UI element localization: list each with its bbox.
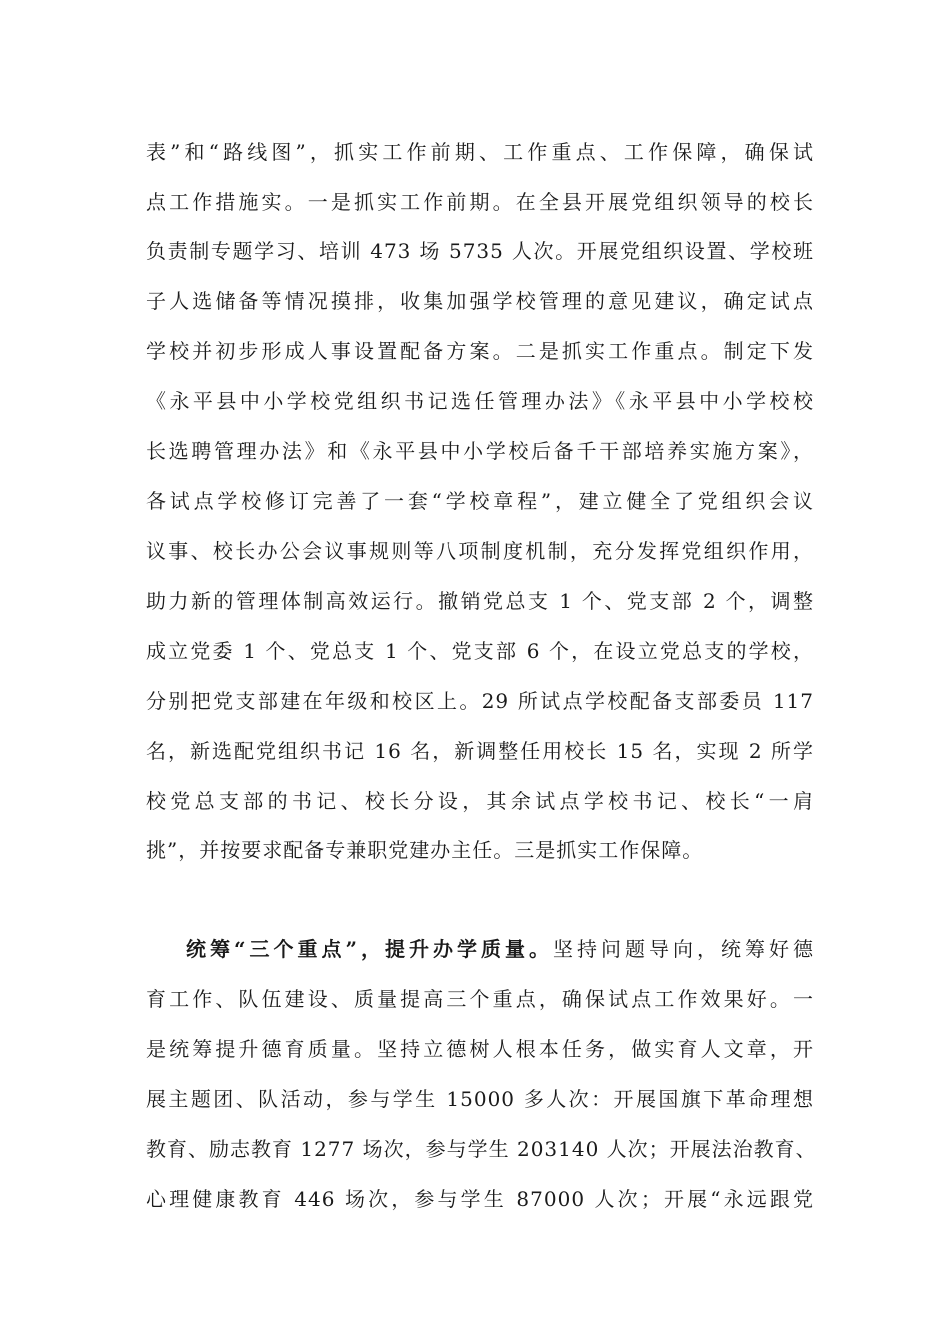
p2-line-3: 是统筹提升德育质量。坚持立德树人根本任务，做实育人文章，开: [146, 1037, 814, 1061]
p1-line-1: 表”和“路线图”，抓实工作前期、工作重点、工作保障，确保试: [146, 140, 814, 164]
p2-line-5: 教育、励志教育 1277 场次，参与学生 203140 人次；开展法治教育、: [146, 1137, 817, 1161]
p1-line-14: 校党总支部的书记、校长分设，其余试点学校书记、校长“一肩: [146, 789, 814, 813]
p1-line-8: 各试点学校修订完善了一套“学校章程”，建立健全了党组织会议: [146, 489, 814, 513]
p2-line-1-rest: 坚持问题导向，统筹好德: [553, 937, 814, 961]
p2-heading: 统筹“三个重点”，提升办学质量。: [186, 937, 553, 961]
p1-line-12: 分别把党支部建在年级和校区上。29 所试点学校配备支部委员 117: [146, 689, 814, 713]
p1-line-7: 长选聘管理办法》和《永平县中小学校后备千干部培养实施方案》，: [146, 439, 814, 463]
p2-line-4: 展主题团、队活动，参与学生 15000 多人次：开展国旗下革命理想: [146, 1087, 814, 1111]
p1-line-6: 《永平县中小学校党组织书记选任管理办法》《永平县中小学校校: [146, 389, 814, 413]
p2-line-1: [186, 935, 814, 963]
p1-line-2: 点工作措施实。一是抓实工作前期。在全县开展党组织领导的校长: [146, 190, 814, 214]
p1-line-3: 负责制专题学习、培训 473 场 5735 人次。开展党组织设置、学校班: [146, 239, 814, 263]
p1-line-9: 议事、校长办公会议事规则等八项制度机制，充分发挥党组织作用，: [146, 539, 814, 563]
p1-line-4: 子人选储备等情况摸排，收集加强学校管理的意见建议，确定试点: [146, 289, 814, 313]
p1-line-5: 学校并初步形成人事设置配备方案。二是抓实工作重点。制定下发: [146, 339, 814, 363]
p2-line-2: 育工作、队伍建设、质量提高三个重点，确保试点工作效果好。一: [146, 987, 814, 1011]
p2-line-6: 心理健康教育 446 场次，参与学生 87000 人次；开展“永远跟党: [146, 1187, 814, 1211]
p1-line-10: 助力新的管理体制高效运行。撤销党总支 1 个、党支部 2 个，调整: [146, 589, 814, 613]
p1-line-11: 成立党委 1 个、党总支 1 个、党支部 6 个，在设立党总支的学校，: [146, 639, 814, 663]
p1-line-13: 名，新选配党组织书记 16 名，新调整任用校长 15 名，实现 2 所学: [146, 739, 814, 763]
p1-line-15: 挑”，并按要求配备专兼职党建办主任。三是抓实工作保障。: [146, 838, 704, 862]
